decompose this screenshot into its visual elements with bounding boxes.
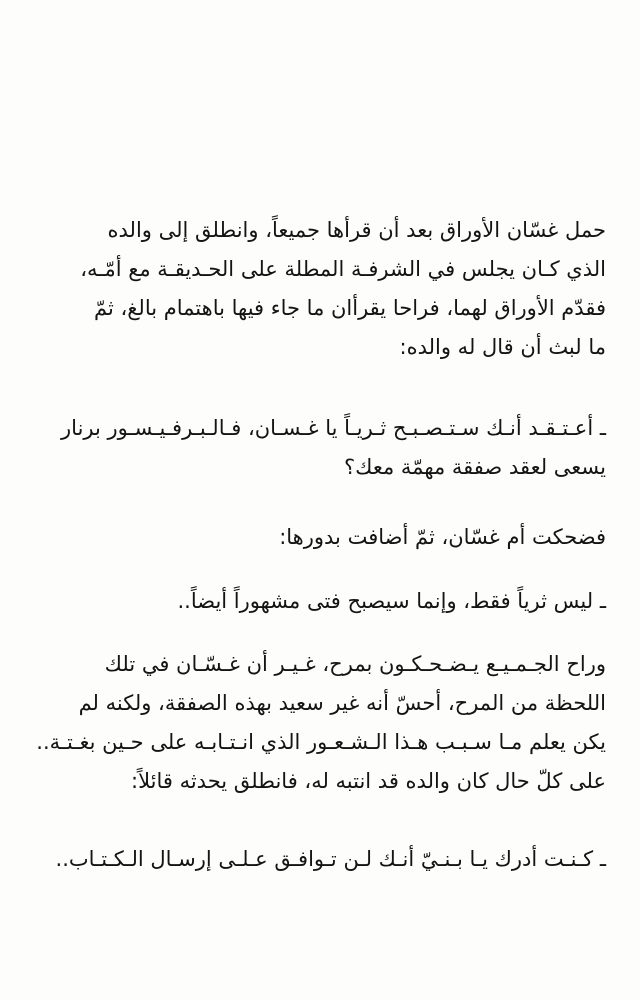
text-line: يسعى لعقد صفقة مهمّة معك؟ (344, 455, 606, 479)
text-line: ـ أعـتـقـد أنـك سـتـصـبـح ثـريـاً يا غـسـان، فـالـبـرفـيـسـور برنار (61, 416, 606, 440)
text-line: وراح الجـمـيـع يـضـحـكـون بمرح، غـيـر أن غـسّـان في تلك (104, 652, 606, 676)
paragraph-3 (30, 645, 606, 801)
text-line: الذي كـان يجلس في الشرفـة المطلة على الحـديقـة مع أمّـه، (80, 257, 606, 281)
text-line: ما لبث أن قال له والده: (399, 335, 606, 359)
paragraph-1 (30, 211, 606, 367)
text-line: حمل غسّان الأوراق بعد أن قرأها جميعاً، وانطلق إلى والده (107, 218, 606, 242)
text-line: اللحظة من المرح، أحسّ أنه غير سعيد بهذه الصفقة، ولكنه لم (78, 691, 606, 715)
text-line: فضحكت أم غسّان، ثمّ أضافت بدورها: (279, 525, 606, 549)
text-line: فقدّم الأوراق لهما، فراحا يقرأان ما جاء فيها باهتمام بالغ، ثمّ (93, 296, 606, 320)
text-line: يكن يعلم مـا سـبـب هـذا الـشـعـور الذي انـتـابـه على حـين بغـتـة.. (36, 730, 606, 754)
dialogue-mother (30, 582, 606, 621)
text-line: ـ كـنـت أدرك يـا بـنـيّ أنـك لـن تـوافـق عـلـى إرسـال الـكـتـاب.. (55, 847, 606, 871)
dialogue-father (30, 409, 606, 487)
paragraph-2 (30, 518, 606, 557)
text-line: ـ ليس ثرياً فقط، وإنما سيصبح فتى مشهوراً أيضاً.. (177, 589, 606, 613)
text-line: على كلّ حال كان والده قد انتبه له، فانطلق يحدثه قائلاً: (131, 769, 606, 793)
dialogue-father-2 (30, 840, 606, 879)
